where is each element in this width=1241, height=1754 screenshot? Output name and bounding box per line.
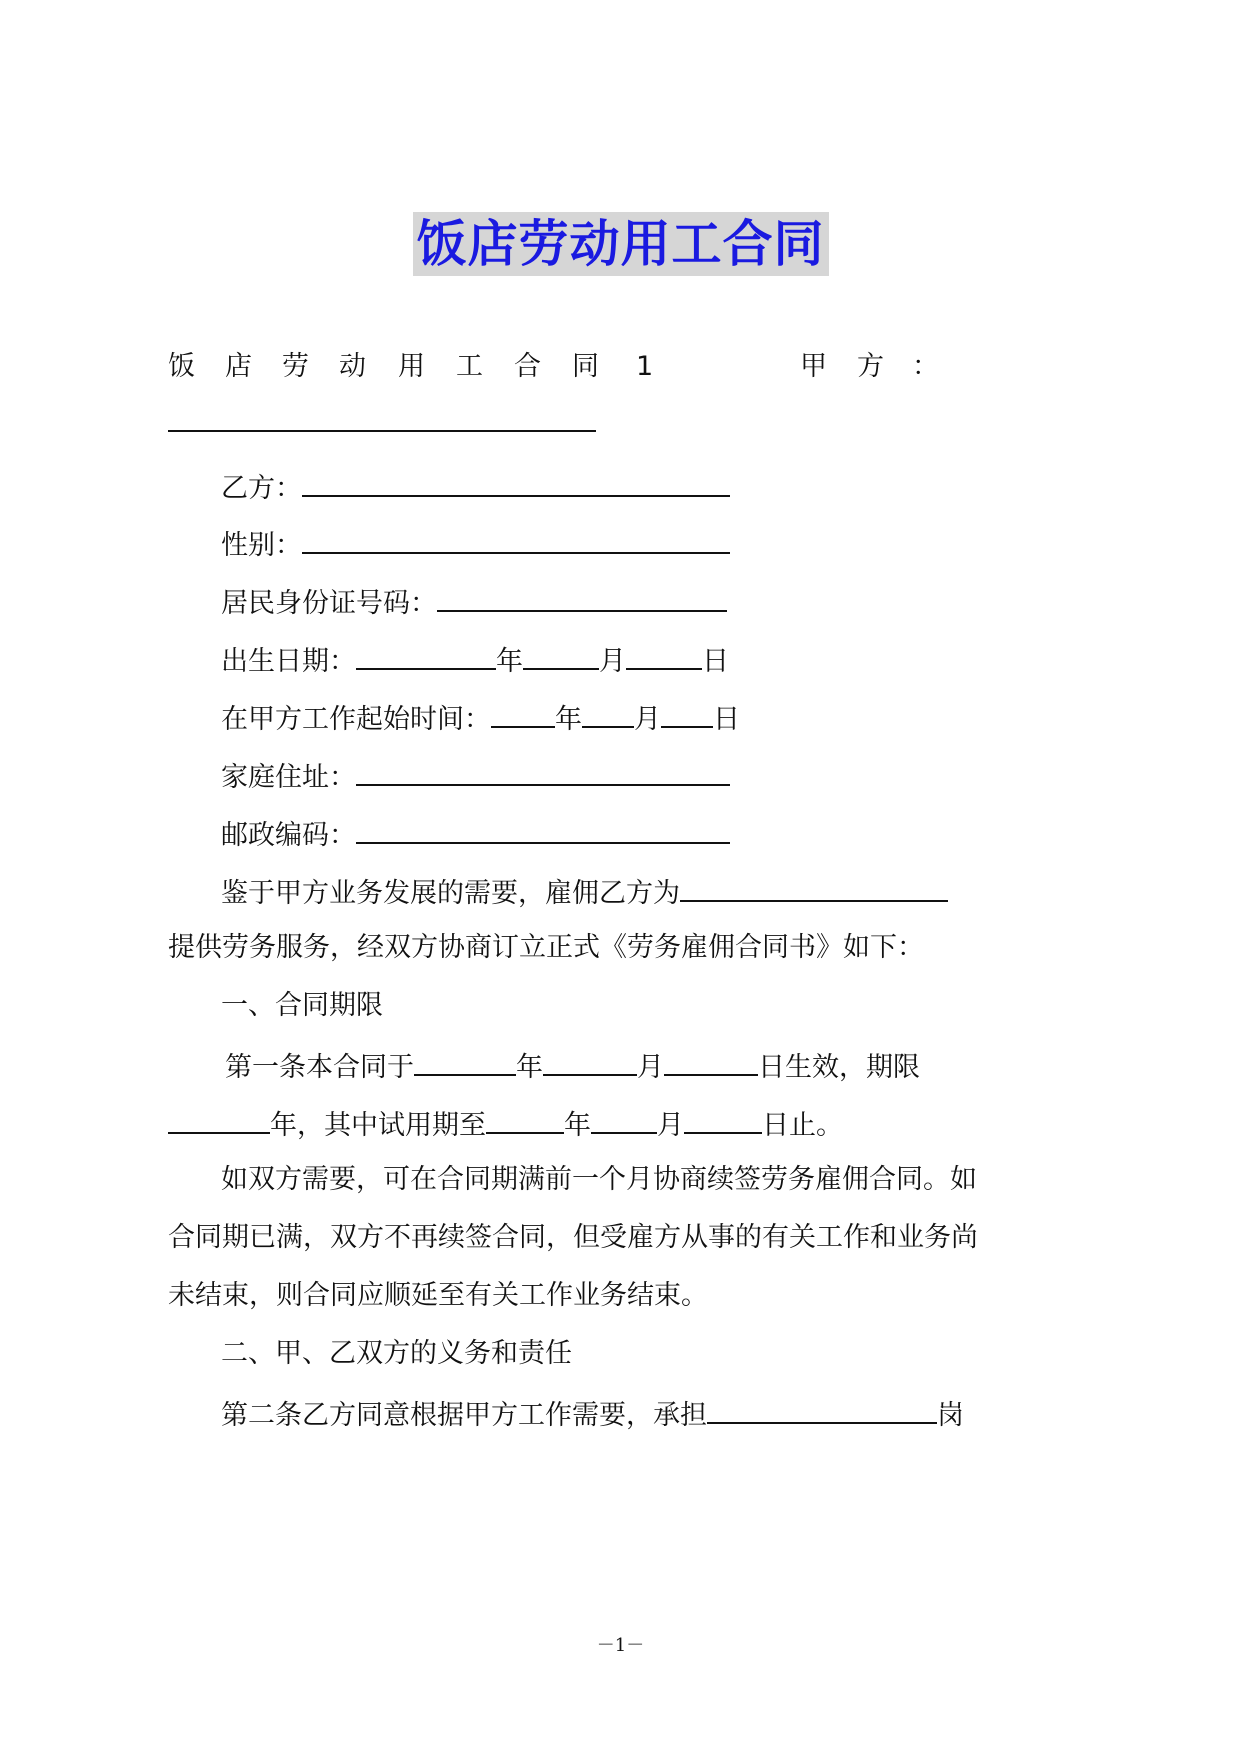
year-blank xyxy=(486,1102,564,1134)
month-unit: 月 xyxy=(599,646,626,677)
year-unit: 年 xyxy=(564,1110,591,1141)
para2-text: 未结束，则合同应顺延至有关工作业务结束。 xyxy=(168,1280,708,1311)
year-blank xyxy=(491,696,555,728)
jiafang-char: 甲 xyxy=(800,351,827,382)
para2-text: 合同期已满，双方不再续签合同，但受雇方从事的有关工作和业务尚 xyxy=(168,1222,978,1253)
clause-text: 岗 xyxy=(937,1400,964,1431)
field-shenfenzheng xyxy=(221,580,741,624)
month-unit: 月 xyxy=(637,1052,664,1083)
heading-char: 饭 xyxy=(168,351,195,382)
clause1-line1 xyxy=(225,1044,945,1088)
clause1-line2 xyxy=(168,1102,948,1146)
para1-line2 xyxy=(168,928,948,968)
document-title: 饭店劳动用工合同 xyxy=(413,212,829,276)
year-blank xyxy=(414,1044,516,1076)
month-blank xyxy=(591,1102,657,1134)
para1-line1 xyxy=(221,870,951,914)
section-heading: 二、甲、乙双方的义务和责任 xyxy=(221,1338,572,1369)
heading-char: 用 xyxy=(398,351,425,382)
heading-char: 同 xyxy=(572,351,599,382)
day-unit: 日 xyxy=(713,704,740,735)
section2-heading xyxy=(221,1334,721,1374)
post-blank xyxy=(707,1392,937,1424)
year-blank xyxy=(356,638,496,670)
field-yifang xyxy=(221,465,741,509)
field-label: 家庭住址： xyxy=(221,762,356,793)
field-blank xyxy=(356,754,730,786)
month-blank xyxy=(543,1044,637,1076)
field-blank xyxy=(302,465,730,497)
para1-text: 提供劳务服务，经双方协商订立正式《劳务雇佣合同书》如下： xyxy=(168,932,924,963)
field-label: 在甲方工作起始时间： xyxy=(221,704,491,735)
day-blank xyxy=(664,1044,758,1076)
clause2-line1 xyxy=(221,1392,964,1436)
para2-line2 xyxy=(168,1218,978,1258)
jiafang-blank-line xyxy=(168,400,598,444)
field-chusheng xyxy=(221,638,741,682)
para2-line1 xyxy=(221,1160,977,1200)
month-unit: 月 xyxy=(657,1110,684,1141)
para2-text: 如双方需要，可在合同期满前一个月协商续签劳务雇佣合同。如 xyxy=(221,1164,977,1195)
day-blank xyxy=(661,696,713,728)
heading-char: 店 xyxy=(225,351,252,382)
page-number: －1－ xyxy=(596,1635,645,1656)
term-blank xyxy=(168,1102,270,1134)
field-xingbie xyxy=(221,522,741,566)
heading-char: 工 xyxy=(456,351,483,382)
para1-blank xyxy=(680,870,948,902)
clause-text: 第二条乙方同意根据甲方工作需要，承担 xyxy=(221,1400,707,1431)
section-heading: 一、合同期限 xyxy=(221,990,383,1021)
jiafang-char: ： xyxy=(912,351,939,382)
field-label: 邮政编码： xyxy=(221,820,356,851)
day-blank xyxy=(684,1102,762,1134)
month-blank xyxy=(582,696,634,728)
field-blank xyxy=(356,812,730,844)
year-unit: 年 xyxy=(555,704,582,735)
clause-text: 日生效，期限 xyxy=(758,1052,920,1083)
clause-text: 日止。 xyxy=(762,1110,843,1141)
year-unit: 年 xyxy=(496,646,523,677)
heading-char: 动 xyxy=(339,351,366,382)
jiafang-char: 方 xyxy=(857,351,884,382)
field-label: 出生日期： xyxy=(221,646,356,677)
field-blank xyxy=(437,580,727,612)
month-blank xyxy=(523,638,599,670)
day-unit: 日 xyxy=(702,646,729,677)
field-label: 乙方： xyxy=(221,473,302,504)
title-wrap xyxy=(0,212,1241,276)
para1-text: 鉴于甲方业务发展的需要，雇佣乙方为 xyxy=(221,878,680,909)
clause-text: 年，其中试用期至 xyxy=(270,1110,486,1141)
heading-char: 劳 xyxy=(282,351,309,382)
field-youbian xyxy=(221,812,741,856)
clause-text: 第一条本合同于 xyxy=(225,1052,414,1083)
para2-line3 xyxy=(168,1276,948,1316)
jiafang-blank xyxy=(168,400,596,432)
heading-number: 1 xyxy=(636,351,654,382)
day-blank xyxy=(626,638,702,670)
section1-heading xyxy=(221,986,621,1026)
field-label: 性别： xyxy=(221,530,302,561)
month-unit: 月 xyxy=(634,704,661,735)
heading-char: 合 xyxy=(514,351,541,382)
field-qishi xyxy=(221,696,741,740)
field-label: 居民身份证号码： xyxy=(221,588,437,619)
field-dizhi xyxy=(221,754,741,798)
field-blank xyxy=(302,522,730,554)
year-unit: 年 xyxy=(516,1052,543,1083)
